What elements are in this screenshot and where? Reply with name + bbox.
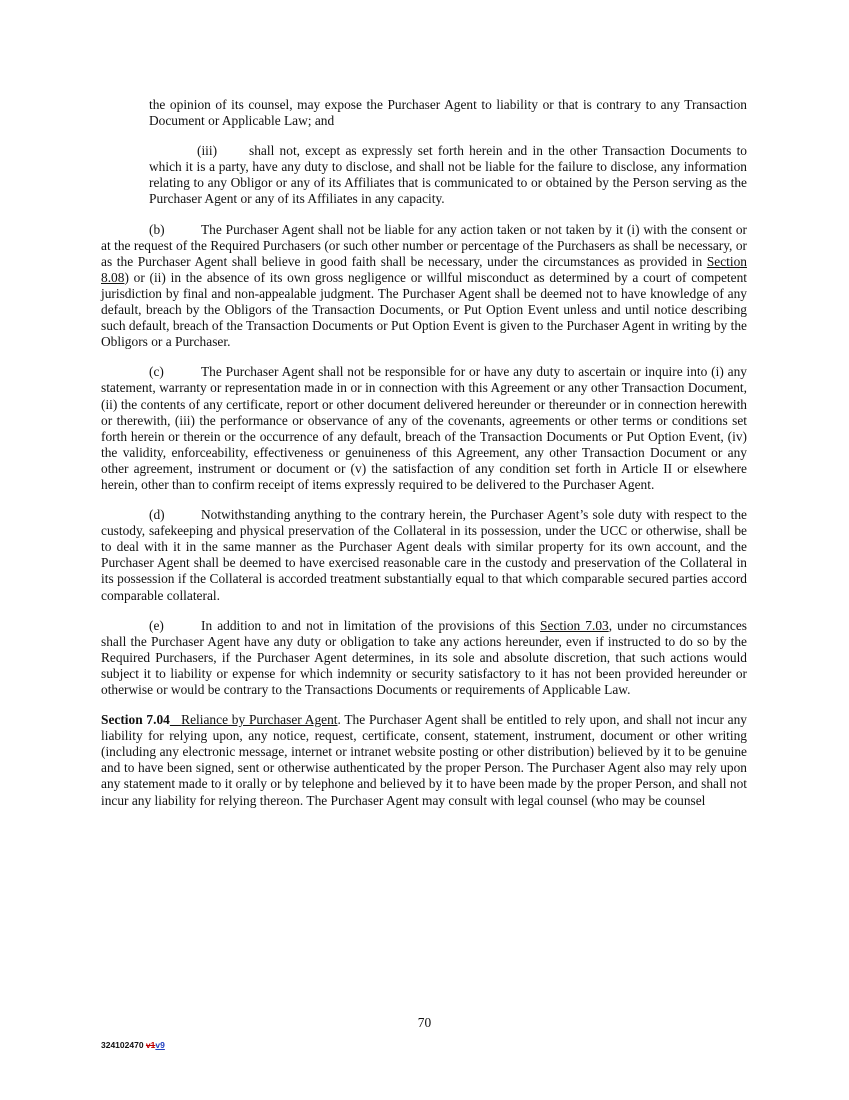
page-number: 70 [417,1015,432,1030]
paragraph-text: . The Purchaser Agent shall be entitled to rely upon, and shall not incur any liability for relying upon, any notice, request, certificate, consent, statement, instrument, document or other writing (including any electronic message, internet or intranet website posting or other distribution) believed by it to be genuine and to have been signed, sent or otherwise authenticated by the proper Person. The Purchaser Agent also may rely upon any statement made to it orally or by telephone and believed by it to have been made by the proper Person, and shall not incur any liability for relying thereon. The Purchaser Agent may consult with legal counsel (who may be counsel [101,712,748,808]
section-reference-link[interactable]: Section 7.03 [540,617,609,633]
version-deleted: v1 [145,1040,156,1050]
clause-number: (d) [149,507,165,523]
paragraph-text: In addition to and not in limitation of the provisions of this [201,617,541,633]
section-reference-link[interactable]: Section 8.08 [101,253,747,285]
document-number: 324102470 [101,1040,146,1050]
paragraph-text: Notwithstanding anything to the contrary herein, the Purchaser Agent’s sole duty with respect to the custody, safekeeping and physical preservation of the Collateral in its possession, under the UCC or otherwise, shall be to deal with it in the same manner as the Purchaser Agent deals with similar property for its own account, and the Purchaser Agent shall be deemed to have exercised reasonable care in the custody and preservation of the Collateral in its possession if the Collateral is accorded treatment substantially equal to that which comparable secured parties accord comparable collateral. [101,507,747,603]
paragraph-e [101,618,747,698]
section-7-04 [101,712,747,809]
clause-number: (b) [149,221,165,237]
paragraph-text: ) or (ii) in the absence of its own gross negligence or willful misconduct as determined by a court of competent jurisdiction by final and non-appealable judgment. The Purchaser Agent shall be deemed not to have knowledge of any default, breach by the Obligors of the Transaction Documents, or Put Option Event unless and until notice describing such default, breach of the Transaction Documents or Put Option Event is given to the Purchaser Agent in writing by the Obligors or a Purchaser. [101,269,747,350]
paragraph-text: The Purchaser Agent shall not be liable for any action taken or not taken by it (i) with the consent or at the request of the Required Purchasers (or such other number or percentage of the Purchasers as shall be necessary, or as the Purchaser Agent shall believe in good faith shall be necessary, under the circumstances as provided in [101,221,747,269]
clause-number: (e) [149,617,164,633]
version-inserted: v9 [155,1040,165,1050]
paragraph-text: the opinion of its counsel, may expose the Purchaser Agent to liability or that is contrary to any Transaction Document or Applicable Law; and [149,97,747,129]
paragraph-b [101,222,747,351]
paragraph-iii [101,143,747,207]
paragraph-d [101,507,747,604]
clause-number: (c) [149,364,164,380]
paragraph-text: shall not, except as expressly set forth herein and in the other Transaction Documents to which it is a party, have any duty to disclose, and shall not be liable for the failure to disclose, any information relating to any Obligor or any of its Affiliates that is communicated to or obtained by the Person serving as the Purchaser Agent or any of its Affiliates in any capacity. [149,143,747,207]
document-id [101,1040,165,1050]
body-text [101,97,747,823]
section-title [170,712,338,727]
paragraph-continuation [101,97,747,129]
clause-number: (iii) [197,143,218,159]
paragraph-text: The Purchaser Agent shall not be responsible for or have any duty to ascertain or inquire into (i) any statement, warranty or representation made in or in connection with this Agreement or any other Transaction Document, (ii) the contents of any certificate, report or other document delivered hereunder or thereunder or in connection herewith or therewith, (iii) the performance or observance of any of the covenants, agreements or other terms or conditions set forth herein or therein or the occurrence of any default, breach of the Transaction Documents or Put Option Event, (iv) the validity, enforceability, effectiveness or genuineness of this Agreement, any other Transaction Document or any other agreement, instrument or document or (v) the satisfaction of any condition set forth in Article II or elsewhere herein, other than to confirm receipt of items expressly required to be delivered to the Purchaser Agent. [101,364,747,492]
paragraph-c [101,364,747,493]
paragraph-text: , under no circumstances shall the Purchaser Agent have any duty or obligation to take any actions hereunder, even if instructed to do so by the Required Purchasers, if the Purchaser Agent determines, in its sole and absolute discretion, that such actions would subject it to liability or expense for which indemnity or security satisfactory to it has not been provided hereunder or otherwise or would be contrary to the Transactions Documents or requirements of Applicable Law. [101,617,747,697]
section-label: Section 7.04 [101,712,170,728]
section-title-text: Reliance by Purchaser Agent [181,712,338,728]
